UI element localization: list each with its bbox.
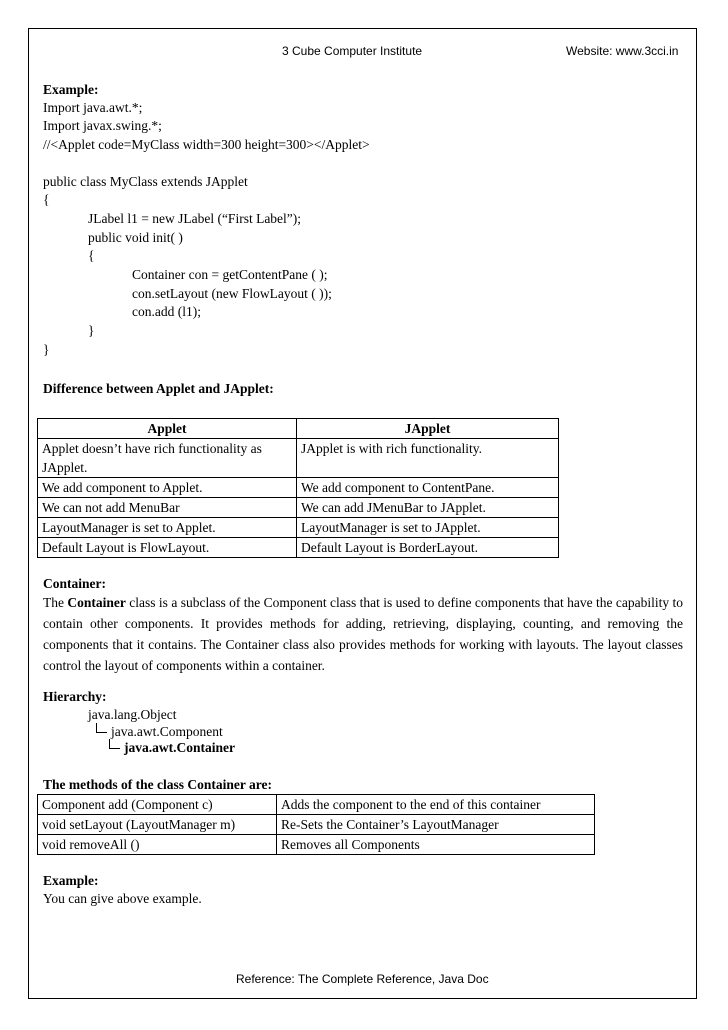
table-row <box>38 498 559 518</box>
table-cell: Default Layout is BorderLayout. <box>297 538 559 558</box>
table-row <box>38 795 595 815</box>
code-line: Import java.awt.*; <box>43 100 143 115</box>
code-line: { <box>88 248 95 263</box>
paragraph-body: class is a subclass of the Component class that is used to define components that have the capability to contain other components. It provides methods for adding, retrieving, displaying, counting, and removing the components that it contains. The Container class also provides methods for working with layouts. The layout classes control the layout of components within a container. <box>43 595 683 673</box>
table-cell: We add component to Applet. <box>38 478 297 498</box>
code-line: } <box>43 342 50 357</box>
table-row <box>38 439 559 478</box>
table-row <box>38 478 559 498</box>
paragraph-prefix: The <box>43 595 68 610</box>
methods-heading: The methods of the class Container are: <box>43 777 272 792</box>
paragraph-bold-term: Container <box>67 595 126 610</box>
table-cell: Applet doesn’t have rich functionality as JApplet. <box>38 439 297 478</box>
hierarchy-root: java.lang.Object <box>88 707 177 722</box>
method-description: Adds the component to the end of this container <box>277 795 595 815</box>
method-description: Re-Sets the Container’s LayoutManager <box>277 815 595 835</box>
column-header-japplet: JApplet <box>297 419 559 439</box>
table-cell: LayoutManager is set to Applet. <box>38 518 297 538</box>
code-line: public class MyClass extends JApplet <box>43 174 248 189</box>
code-line: con.add (l1); <box>132 304 201 319</box>
table-row <box>38 815 595 835</box>
table-cell: We can add JMenuBar to JApplet. <box>297 498 559 518</box>
footer-reference: Reference: The Complete Reference, Java Doc <box>236 972 489 986</box>
header-website: Website: www.3cci.in <box>566 44 679 58</box>
difference-table <box>37 418 559 558</box>
code-line: public void init( ) <box>88 230 183 245</box>
code-line: Container con = getContentPane ( ); <box>132 267 328 282</box>
hierarchy-component: java.awt.Component <box>111 724 223 739</box>
table-cell: Default Layout is FlowLayout. <box>38 538 297 558</box>
code-line: JLabel l1 = new JLabel (“First Label”); <box>88 211 302 226</box>
code-line: Import javax.swing.*; <box>43 118 162 133</box>
example2-text: You can give above example. <box>43 891 202 906</box>
table-row <box>38 835 595 855</box>
code-line: } <box>88 323 95 338</box>
table-row <box>38 538 559 558</box>
column-header-applet: Applet <box>38 419 297 439</box>
method-description: Removes all Components <box>277 835 595 855</box>
method-signature: void setLayout (LayoutManager m) <box>38 815 277 835</box>
method-signature: Component add (Component c) <box>38 795 277 815</box>
method-signature: void removeAll () <box>38 835 277 855</box>
header-institute: 3 Cube Computer Institute <box>282 44 423 58</box>
table-cell: LayoutManager is set to JApplet. <box>297 518 559 538</box>
table-cell: We add component to ContentPane. <box>297 478 559 498</box>
container-paragraph <box>43 592 683 676</box>
example-heading: Example: <box>43 82 99 97</box>
hierarchy-heading: Hierarchy: <box>43 689 107 704</box>
hierarchy-container: java.awt.Container <box>124 740 235 755</box>
container-heading: Container: <box>43 576 106 591</box>
table-cell: We can not add MenuBar <box>38 498 297 518</box>
example2-heading: Example: <box>43 873 99 888</box>
difference-heading: Difference between Applet and JApplet: <box>43 381 274 396</box>
table-header-row <box>38 419 559 439</box>
code-line: { <box>43 192 50 207</box>
table-row <box>38 518 559 538</box>
hierarchy-grandchild <box>109 739 235 757</box>
code-line: //<Applet code=MyClass width=300 height=300></Applet> <box>43 137 370 152</box>
tree-branch-icon <box>96 723 107 733</box>
tree-branch-icon <box>109 739 120 749</box>
table-cell: JApplet is with rich functionality. <box>297 439 559 478</box>
methods-table <box>37 794 595 855</box>
code-line: con.setLayout (new FlowLayout ( )); <box>132 286 332 301</box>
